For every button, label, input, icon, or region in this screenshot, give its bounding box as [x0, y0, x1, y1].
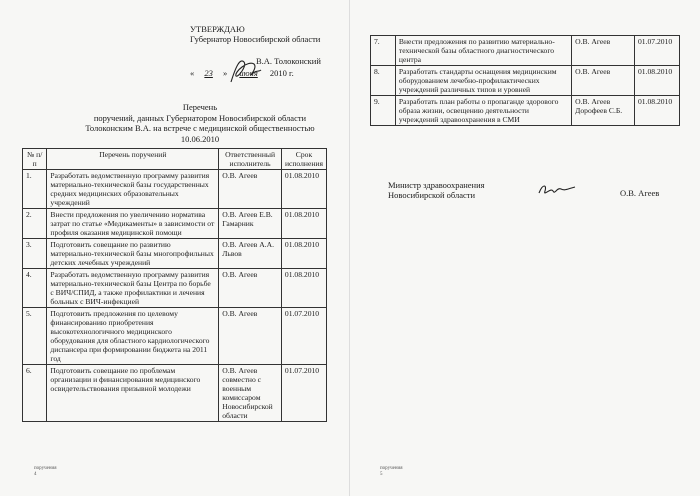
- row-executor: О.В. Агеев Дорофеев С.Б.: [572, 96, 635, 126]
- footer-right: поручения 5: [380, 466, 403, 477]
- row-number: 7.: [371, 36, 396, 66]
- row-executor: О.В. Агеев А.А. Львов: [219, 239, 282, 269]
- row-description: Подготовить совещание по развитию материально-технической базы многопрофильных детских лечебных учреждений: [47, 239, 219, 269]
- minister-block: [388, 180, 485, 200]
- row-description: Подготовить совещание по проблемам организации и финансирования медицинского освидетельствования призывной молодежи: [47, 365, 219, 422]
- table-row: [23, 239, 327, 269]
- table-row: [371, 36, 680, 66]
- row-number: 3.: [23, 239, 47, 269]
- row-deadline: 01.08.2010: [635, 66, 680, 96]
- table-row: [23, 365, 327, 422]
- row-description: Разработать ведомственную программу развития материально-технической базы государственных средних медицинских образовательных учреждений: [47, 170, 219, 209]
- header-description: Перечень поручений: [47, 149, 219, 170]
- row-number: 4.: [23, 269, 47, 308]
- table-row: [371, 66, 680, 96]
- row-deadline: 01.07.2010: [635, 36, 680, 66]
- minister-region: Новосибирской области: [388, 190, 476, 200]
- row-executor: О.В. Агеев Е.В. Гамарник: [219, 209, 282, 239]
- row-description: Разработать план работы о пропаганде здорового образа жизни, освещению деятельности учреждений здравоохранения в СМИ: [395, 96, 571, 126]
- row-deadline: 01.08.2010: [281, 209, 326, 239]
- approval-year: 2010 г.: [269, 68, 294, 78]
- approval-title: УТВЕРЖДАЮ: [190, 24, 245, 34]
- row-executor: О.В. Агеев: [219, 170, 282, 209]
- header-number: № п/п: [23, 149, 47, 170]
- governor-signature: [228, 56, 262, 86]
- minister-signature: [537, 181, 577, 199]
- table-row: [23, 209, 327, 239]
- row-deadline: 01.07.2010: [281, 308, 326, 365]
- row-deadline: 01.08.2010: [281, 269, 326, 308]
- row-executor: О.В. Агеев: [572, 66, 635, 96]
- row-deadline: 01.08.2010: [281, 239, 326, 269]
- row-description: Подготовить предложения по целевому финансированию приобретения высокотехнологичного медицинского оборудования для областного кардиологического диспансера при формировании бюджета на 2011 год: [47, 308, 219, 365]
- row-number: 5.: [23, 308, 47, 365]
- row-description: Разработать ведомственную программу развития материально-технической базы Центра по борьбе с ВИЧ/СПИД, а также профилактики и лечения больных с ВИЧ-инфекцией: [47, 269, 219, 308]
- row-executor: О.В. Агеев: [572, 36, 635, 66]
- row-number: 8.: [371, 66, 396, 96]
- footer-left: поручения 4: [34, 466, 57, 477]
- row-deadline: 01.08.2010: [635, 96, 680, 126]
- table-header: [23, 149, 327, 170]
- row-number: 9.: [371, 96, 396, 126]
- approval-month: июня: [239, 68, 258, 78]
- table-row: [23, 269, 327, 308]
- row-executor: О.В. Агеев: [219, 269, 282, 308]
- row-number: 1.: [23, 170, 47, 209]
- assignments-table: [22, 148, 327, 422]
- row-executor: О.В. Агеев: [219, 308, 282, 365]
- assignments-table-continued: [370, 35, 680, 126]
- row-executor: О.В. Агеев совместно с военным комиссаром Новосибирской области: [219, 365, 282, 422]
- row-description: Внести предложения по развитию материально-технической базы областного диагностического центра: [395, 36, 571, 66]
- approval-date: « 23 » июня 2010 г.: [190, 68, 294, 78]
- row-deadline: 01.07.2010: [281, 365, 326, 422]
- table-row: [371, 96, 680, 126]
- row-number: 2.: [23, 209, 47, 239]
- header-deadline: Срок исполнения: [281, 149, 326, 170]
- approval-day: 23: [204, 68, 213, 78]
- page-right: [352, 0, 700, 496]
- document-title: Перечень поручений, данных Губернатором Новосибирской области Толоконским В.А. на встрече с медицинской общественностью 10.06.2010: [85, 102, 315, 144]
- approval-signer: В.А. Толоконский: [256, 56, 321, 66]
- minister-title: Министр здравоохранения: [388, 180, 485, 190]
- header-executor: Ответственный исполнитель: [219, 149, 282, 170]
- table-row: [23, 308, 327, 365]
- approval-position: Губернатор Новосибирской области: [190, 34, 321, 44]
- row-description: Разработать стандарты оснащения медицинским оборудованием лечебно-профилактических учреждений различных типов и уровней: [395, 66, 571, 96]
- row-deadline: 01.08.2010: [281, 170, 326, 209]
- row-number: 6.: [23, 365, 47, 422]
- table-row: [23, 170, 327, 209]
- minister-name: О.В. Агеев: [620, 188, 660, 198]
- row-description: Внести предложения по увеличению норматива затрат по статье «Медикаменты» в зависимости от профиля оказания медицинской помощи: [47, 209, 219, 239]
